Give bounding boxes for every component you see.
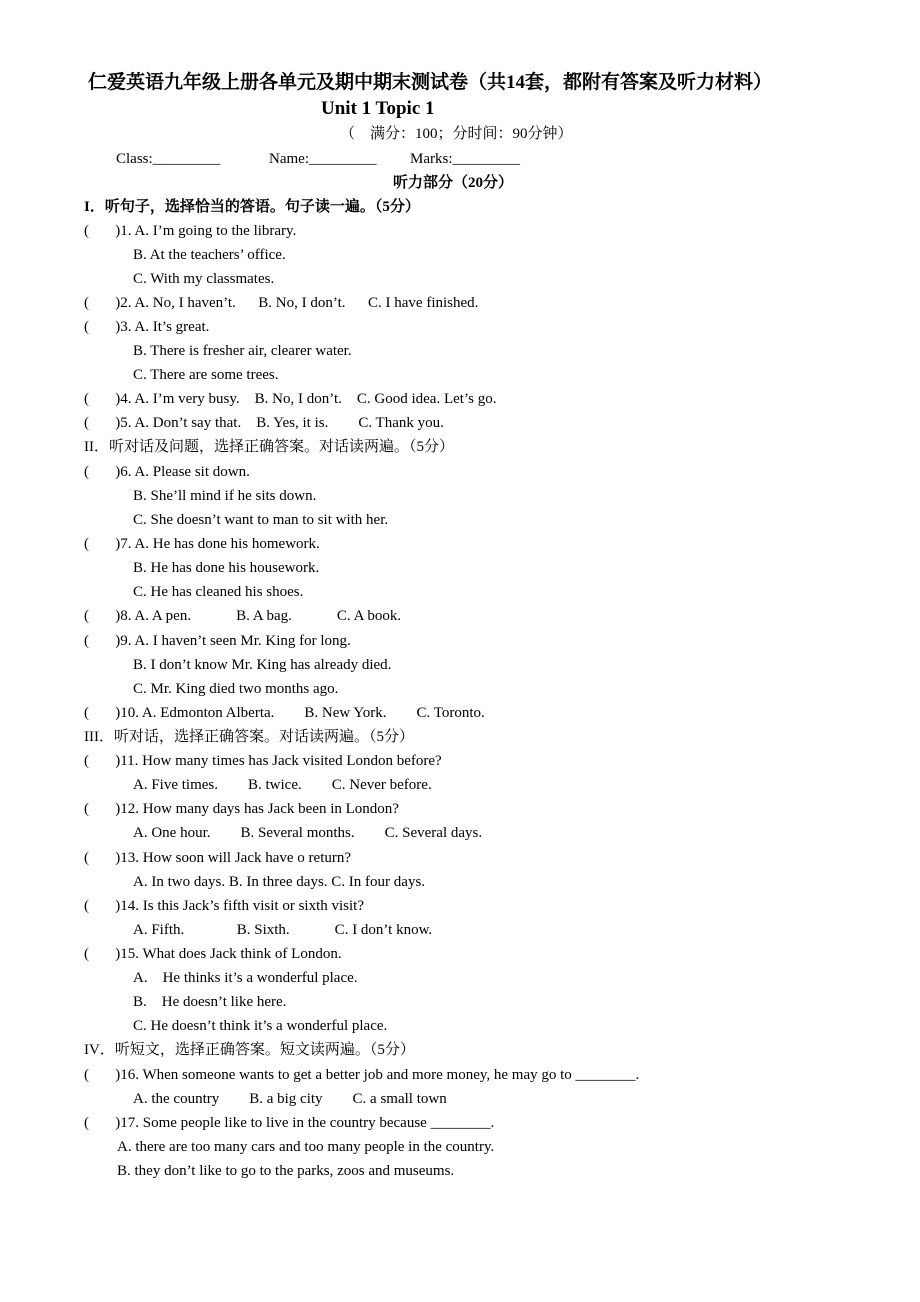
question-15-option-c: C. He doesn’t think it’s a wonderful place. <box>133 1018 388 1034</box>
score-info: （ 满分：100；分时间：90分钟） <box>340 126 573 142</box>
marks-field: Marks:_________ <box>410 151 520 167</box>
question-3-option-b: B. There is fresher air, clearer water. <box>133 343 352 359</box>
question-13: ( )13. How soon will Jack have o return? <box>84 850 352 866</box>
section-3-heading: III．听对话，选择正确答案。对话读两遍。（5分） <box>84 729 414 745</box>
question-17-option-a: A. there are too many cars and too many people in the country. <box>117 1139 495 1155</box>
question-9-option-c: C. Mr. King died two months ago. <box>133 681 339 697</box>
question-12-options: A. One hour. B. Several months. C. Several days. <box>133 825 483 841</box>
question-7-option-b: B. He has done his housework. <box>133 560 320 576</box>
question-17: ( )17. Some people like to live in the country because ________. <box>84 1115 495 1131</box>
question-17-option-b: B. they don’t like to go to the parks, zoos and museums. <box>117 1163 455 1179</box>
question-6-option-b: B. She’ll mind if he sits down. <box>133 488 317 504</box>
class-field: Class:_________ <box>116 151 221 167</box>
document-subtitle: Unit 1 Topic 1 <box>321 98 435 119</box>
question-13-options: A. In two days. B. In three days. C. In four days. <box>133 874 426 890</box>
question-9-option-b: B. I don’t know Mr. King has already died. <box>133 657 392 673</box>
question-12: ( )12. How many days has Jack been in London? <box>84 801 399 817</box>
question-8: ( )8. A. A pen. B. A bag. C. A book. <box>84 608 402 624</box>
question-4: ( )4. A. I’m very busy. B. No, I don’t. C. Good idea. Let’s go. <box>84 391 497 407</box>
question-2: ( )2. A. No, I haven’t. B. No, I don’t. C. I have finished. <box>84 295 479 311</box>
question-3-option-c: C. There are some trees. <box>133 367 279 383</box>
question-9: ( )9. A. I haven’t seen Mr. King for long. <box>84 633 351 649</box>
section-1-heading: I．听句子，选择恰当的答语。句子读一遍。（5分） <box>84 199 420 215</box>
question-3: ( )3. A. It’s great. <box>84 319 210 335</box>
question-11: ( )11. How many times has Jack visited London before? <box>84 753 442 769</box>
question-16: ( )16. When someone wants to get a better job and more money, he may go to ________. <box>84 1067 640 1083</box>
question-6-option-c: C. She doesn’t want to man to sit with her. <box>133 512 389 528</box>
question-1-option-b: B. At the teachers’ office. <box>133 247 286 263</box>
section-2-heading: II．听对话及问题，选择正确答案。对话读两遍。（5分） <box>84 439 454 455</box>
question-5: ( )5. A. Don’t say that. B. Yes, it is. C. Thank you. <box>84 415 444 431</box>
question-11-options: A. Five times. B. twice. C. Never before. <box>133 777 432 793</box>
question-15: ( )15. What does Jack think of London. <box>84 946 342 962</box>
question-6: ( )6. A. Please sit down. <box>84 464 250 480</box>
question-10: ( )10. A. Edmonton Alberta. B. New York. C. Toronto. <box>84 705 485 721</box>
name-field: Name:_________ <box>269 151 377 167</box>
section-4-heading: IV．听短文，选择正确答案。短文读两遍。（5分） <box>84 1042 415 1058</box>
question-16-options: A. the country B. a big city C. a small town <box>133 1091 447 1107</box>
question-14: ( )14. Is this Jack’s fifth visit or sixth visit? <box>84 898 364 914</box>
question-7: ( )7. A. He has done his homework. <box>84 536 320 552</box>
question-7-option-c: C. He has cleaned his shoes. <box>133 584 304 600</box>
listening-heading: 听力部分（20分） <box>393 175 514 191</box>
question-15-option-b: B. He doesn’t like here. <box>133 994 287 1010</box>
question-1-option-c: C. With my classmates. <box>133 271 275 287</box>
question-14-options: A. Fifth. B. Sixth. C. I don’t know. <box>133 922 433 938</box>
document-title: 仁爱英语九年级上册各单元及期中期末测试卷（共14套，都附有答案及听力材料） <box>88 72 773 93</box>
question-15-option-a: A. He thinks it’s a wonderful place. <box>133 970 358 986</box>
question-1: ( )1. A. I’m going to the library. <box>84 223 297 239</box>
